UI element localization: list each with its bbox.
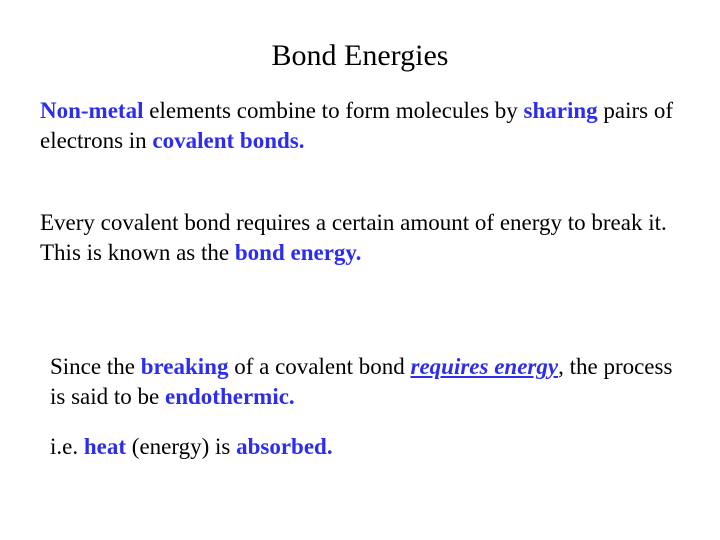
paragraph-heat-seg1: i.e.: [50, 434, 84, 459]
paragraph-endothermic-seg1: Since the: [50, 354, 141, 379]
paragraph-intro-text: [40, 96, 690, 156]
paragraph-heat-absorbed-text: [50, 432, 700, 462]
term-sharing: sharing: [523, 98, 598, 123]
term-breaking: breaking: [140, 354, 229, 379]
term-covalent-bonds: covalent bonds.: [152, 128, 305, 153]
page-title: Bond Energies: [271, 39, 449, 72]
paragraph-endothermic-text: [40, 352, 690, 412]
term-requires-energy: requires energy: [410, 354, 559, 379]
paragraph-heat-absorbed: [50, 432, 700, 462]
paragraph-bond-energy-seg2: This is known as the: [40, 240, 235, 265]
paragraph-heat-seg3: (energy) is: [126, 434, 237, 459]
term-endothermic: endothermic.: [165, 384, 295, 409]
paragraph-bond-energy-line1: Every covalent bond requires a certain amount of energy to break it.: [40, 210, 667, 235]
term-non-metal: Non-metal: [40, 98, 144, 123]
paragraph-bond-energy: [40, 208, 690, 268]
paragraph-intro-seg2: elements combine to form molecules by: [143, 98, 524, 123]
term-bond-energy: bond energy.: [234, 240, 362, 265]
paragraph-endothermic-seg5: , the process is said to be: [50, 354, 673, 409]
paragraph-intro-seg4: pairs of electrons in: [40, 98, 674, 153]
paragraph-intro: [40, 96, 690, 156]
term-heat: heat: [83, 434, 127, 459]
paragraph-endothermic-seg3: of a covalent bond: [228, 354, 411, 379]
paragraph-bond-energy-line2: [40, 238, 690, 268]
paragraph-endothermic: [40, 352, 690, 412]
term-absorbed: absorbed.: [236, 434, 333, 459]
